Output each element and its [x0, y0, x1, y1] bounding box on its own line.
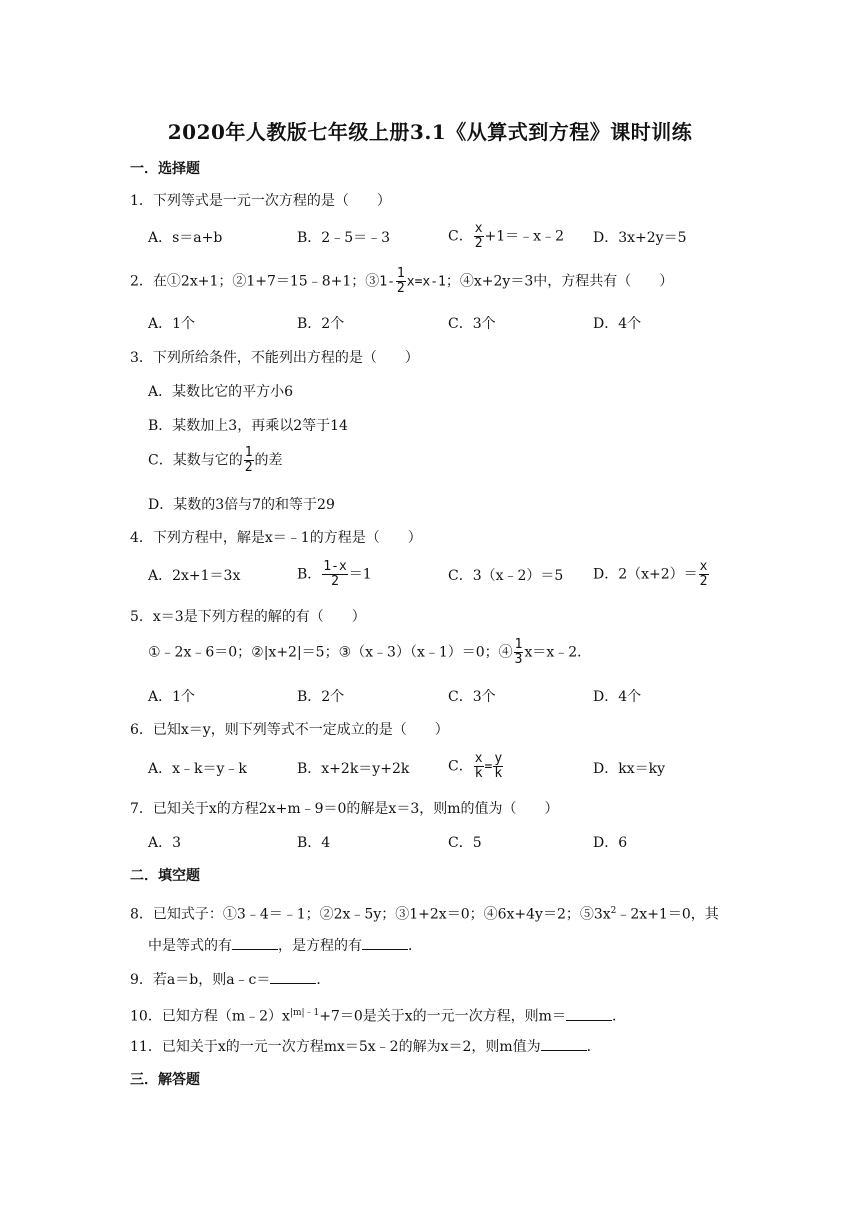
- q3-option-c-prefix: C．某数与它的: [148, 452, 243, 469]
- q5-equations-fraction: [514, 638, 524, 667]
- q5-option-a: A．1个: [148, 689, 196, 705]
- q3-option-a: A．某数比它的平方小6: [148, 384, 294, 400]
- q7-option-b: B．4: [297, 835, 331, 851]
- q5-stem: 5．x＝3是下列方程的解的有（ ）: [130, 609, 366, 625]
- q4-d-num: x: [699, 559, 708, 574]
- q8-blank-1[interactable]: [232, 937, 278, 950]
- q1-option-d: D．3x+2y＝5: [593, 230, 687, 246]
- q4-option-b-suffix: ＝1: [348, 566, 372, 583]
- q4-option-a: A．2x+1＝3x: [148, 568, 241, 584]
- q2-expr-fraction: [396, 267, 406, 296]
- q11: [130, 1038, 601, 1056]
- q4-b-den: 2: [331, 574, 339, 589]
- q8-line2-b: ，是方程的有: [278, 938, 362, 954]
- q4-d-den: 2: [699, 574, 708, 589]
- q6-option-c-fraction-2: [493, 752, 503, 781]
- q3-option-c: [148, 446, 283, 475]
- q1-option-c-prefix: C．: [448, 228, 473, 245]
- q4-option-b-fraction: [322, 560, 347, 589]
- q3-option-c-suffix: 的差: [254, 452, 283, 469]
- q3-stem: 3．下列所给条件，不能列出方程的是（ ）: [130, 350, 419, 366]
- q11-blank[interactable]: [541, 1038, 587, 1051]
- q8-line1-b: ﹣2x+1＝0，其: [616, 906, 719, 923]
- q2-option-b: B．2个: [297, 316, 345, 332]
- q1-option-b: B．2﹣5＝﹣3: [297, 230, 391, 246]
- q3-c-den: 2: [244, 460, 253, 475]
- q1-option-c-suffix: +1＝﹣x﹣2: [484, 228, 564, 245]
- section-heading-answer: 三．解答题: [130, 1072, 200, 1088]
- q5-option-c: C．3个: [448, 689, 496, 705]
- q2-option-a: A．1个: [148, 316, 196, 332]
- q8-line1: [130, 902, 719, 924]
- q6-option-b: B．x+2k＝y+2k: [297, 761, 410, 777]
- q2-option-d: D．4个: [593, 316, 642, 332]
- q10: [130, 1004, 626, 1026]
- q6-stem: 6．已知x＝y，则下列等式不一定成立的是（ ）: [130, 722, 449, 738]
- q3-option-d: D．某数的3倍与7的和等于29: [148, 497, 335, 513]
- q1-stem: 1．下列等式是一元一次方程的是（ ）: [130, 193, 391, 209]
- q8-line2-a: 中是等式的有: [148, 938, 232, 954]
- section-heading-choice: 一．选择题: [130, 161, 200, 177]
- q9-blank[interactable]: [270, 971, 316, 984]
- q8-blank-2[interactable]: [362, 937, 408, 950]
- q6-c-den2: k: [494, 766, 503, 781]
- q2-frac-num: 1: [396, 266, 405, 281]
- q10-b: +7＝0是关于x的一元一次方程，则m＝: [319, 1008, 566, 1025]
- q5-option-b: B．2个: [297, 689, 345, 705]
- q9-a: 9．若a＝b，则a﹣c＝: [130, 972, 271, 988]
- q10-exponent: |m|﹣1: [289, 1008, 320, 1018]
- q4-option-d-fraction: [699, 560, 709, 589]
- q6-option-a: A．x﹣k＝y﹣k: [148, 761, 247, 777]
- q5-option-d: D．4个: [593, 689, 642, 705]
- q2-option-c: C．3个: [448, 316, 496, 332]
- q6-c-num1: x: [474, 751, 483, 766]
- q2-frac-den: 2: [396, 281, 405, 296]
- q1-option-c-fraction: [474, 222, 484, 251]
- q11-a: 11．已知关于x的一元一次方程mx＝5x﹣2的解为x＝2，则m值为: [130, 1039, 541, 1055]
- q4-option-d-prefix: D．2（x+2）＝: [593, 566, 698, 583]
- q6-c-num2: y: [494, 751, 503, 766]
- q9: [130, 971, 330, 989]
- q4-option-c: C．3（x﹣2）＝5: [448, 568, 564, 584]
- q7-stem: 7．已知关于x的方程2x+m﹣9＝0的解是x＝3，则m的值为（ ）: [130, 801, 559, 817]
- q3-option-b: B．某数加上3，再乘以2等于14: [148, 418, 348, 434]
- section-heading-fill: 二．填空题: [130, 868, 200, 884]
- q10-a: 10．已知方程（m﹣2）x: [130, 1008, 290, 1025]
- q5-equations-b: x＝x﹣2．: [524, 644, 592, 661]
- q7-option-c: C．5: [448, 835, 482, 851]
- q7-option-a: A．3: [148, 835, 182, 851]
- q6-option-c-eq: =: [484, 759, 493, 775]
- q10-c: ．: [611, 1008, 626, 1025]
- q7-option-d: D．6: [593, 835, 628, 851]
- q5-frac-den: 3: [514, 652, 523, 667]
- q3-option-c-fraction: [244, 446, 254, 475]
- q1-c-num: x: [474, 221, 483, 236]
- q1-c-den: 2: [474, 236, 483, 251]
- q6-option-c-fraction-1: [474, 752, 484, 781]
- page-title: 2020年人教版七年级上册3.1《从算式到方程》课时训练: [167, 120, 693, 144]
- q2-stem-a: 2．在①2x+1；②1+7＝15﹣8+1；③: [130, 273, 380, 290]
- q8-line1-a: 8．已知式子：①3﹣4＝﹣1；②2x﹣5y；③1+2x＝0；④6x+4y＝2；⑤3x: [130, 906, 611, 923]
- q2-stem: [130, 267, 673, 296]
- q2-stem-b: ；④x+2y＝3中，方程共有（ ）: [445, 273, 674, 290]
- q6-option-c: [448, 752, 504, 781]
- q6-option-d: D．kx＝ky: [593, 761, 665, 777]
- q1-option-a: A．s＝a+b: [148, 230, 223, 246]
- q10-blank[interactable]: [566, 1008, 612, 1021]
- q5-equations: [148, 638, 591, 667]
- q4-option-d: [593, 560, 710, 589]
- q8-line2-c: ．: [408, 938, 422, 954]
- q1-option-c: [448, 222, 564, 251]
- q5-equations-a: ①﹣2x﹣6＝0；②|x+2|＝5；③（x﹣3）（x﹣1）＝0；④: [148, 644, 513, 661]
- q11-b: ．: [586, 1039, 601, 1055]
- q4-option-b-prefix: B．: [297, 566, 322, 583]
- q9-b: ．: [316, 972, 331, 988]
- q3-c-num: 1: [244, 445, 253, 460]
- q6-c-den1: k: [474, 766, 483, 781]
- q5-frac-num: 1: [514, 637, 523, 652]
- q8-line2: [148, 937, 422, 955]
- q8-exponent: 2: [610, 906, 617, 916]
- q4-option-b: [297, 560, 372, 589]
- q2-expr-lead: 1-: [379, 274, 395, 290]
- q4-b-num: 1-x: [323, 559, 347, 574]
- q6-option-c-prefix: C．: [448, 758, 473, 775]
- q2-expr-tail: x=x-1: [406, 274, 446, 290]
- q4-stem: 4．下列方程中，解是x＝﹣1的方程是（ ）: [130, 530, 422, 546]
